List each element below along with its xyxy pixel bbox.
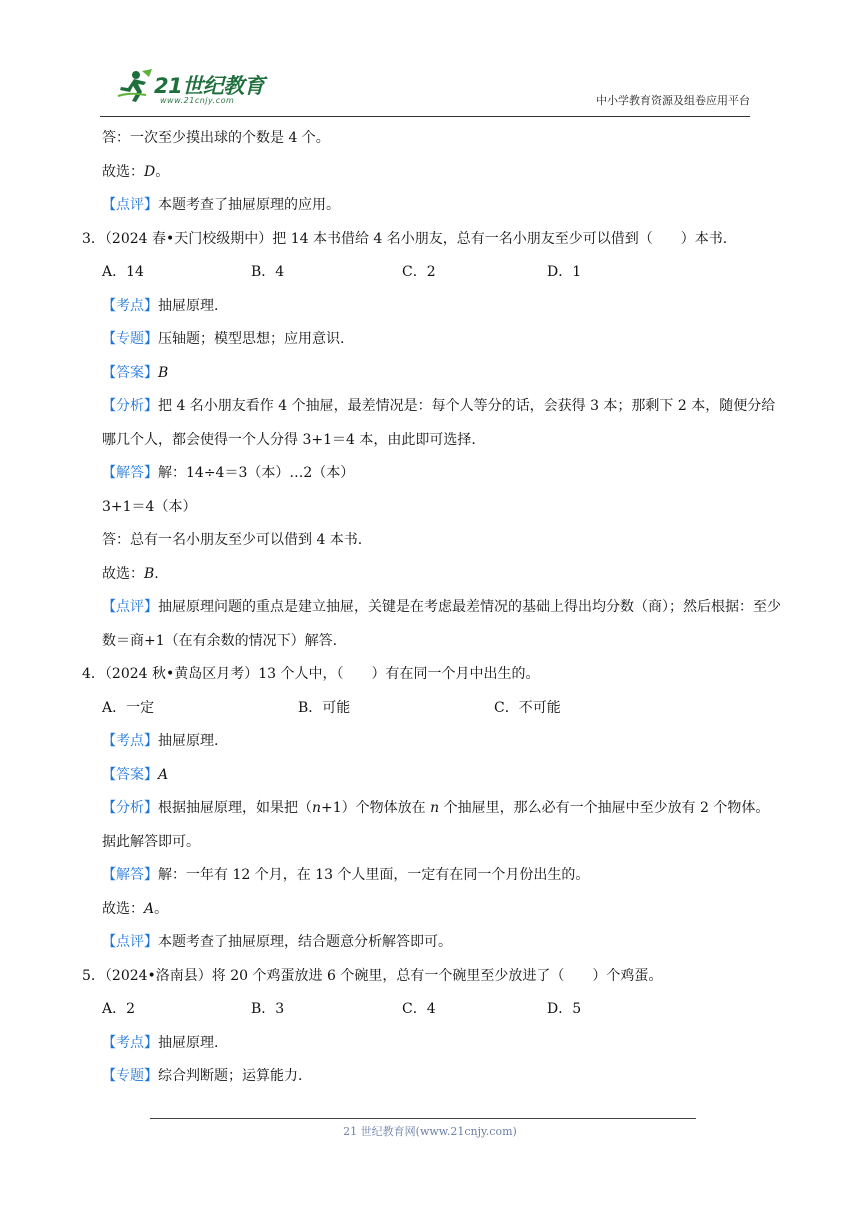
- q4-solution: 【解答】解：一年有 12 个月，在 13 个人里面，一定有在同一个月份出生的。: [102, 867, 590, 883]
- q3-stem: 3．（2024 春•天门校级期中）把 14 本书借给 4 名小朋友，总有一名小朋友至少可以借到（ ）本书.: [82, 230, 728, 247]
- q2-choose-value: D: [144, 163, 156, 180]
- q5-zhuanti: 【专题】综合判断题；运算能力.: [102, 1068, 303, 1084]
- q5-options: [82, 993, 782, 1027]
- footer-divider: [150, 1118, 696, 1119]
- site-logo: [116, 64, 266, 110]
- q3-answer: 【答案】B: [102, 364, 169, 381]
- q4-option-a: A．一定: [102, 699, 155, 716]
- q5-option-a: A．2: [102, 1001, 136, 1017]
- q5-kaodian: 【考点】抽屉原理.: [102, 1034, 219, 1051]
- platform-name: 中小学教育资源及组卷应用平台: [596, 94, 750, 107]
- q4-options: [82, 692, 782, 726]
- q3-solution: 【解答】解：14÷4＝3（本）…2（本）: [102, 465, 355, 481]
- q3-choose-line: 故选：B.: [102, 565, 159, 582]
- q4-option-c: C．不可能: [494, 699, 561, 716]
- q2-answer-line: 答：一次至少摸出球的个数是 4 个。: [102, 130, 330, 146]
- q5-option-c: C．4: [402, 1001, 436, 1017]
- q3-option-d: D．1: [547, 264, 582, 280]
- q4-stem: 4．（2024 秋•黄岛区月考）13 个人中，（ ）有在同一个月中出生的。: [82, 666, 540, 682]
- footer-text: 21 世纪教育网(www.21cnjy.com): [343, 1125, 517, 1138]
- q3-option-a: A．14: [102, 264, 144, 280]
- q4-answer: 【答案】A: [102, 766, 169, 783]
- review-tag: 【点评】: [102, 197, 158, 213]
- q5-option-b: B．3: [251, 1001, 285, 1017]
- header-divider: [100, 116, 750, 117]
- q4-option-b: B．可能: [298, 699, 351, 716]
- q3-kaodian: 【考点】抽屉原理.: [102, 297, 219, 314]
- document-body: [82, 122, 782, 1094]
- q2-review: 【点评】本题考查了抽屉原理的应用。: [102, 197, 340, 213]
- q2-choose-line: 故选：D。: [102, 163, 170, 180]
- page-header: [100, 54, 750, 120]
- q3-analysis: 【分析】把 4 名小朋友看作 4 个抽屉，最差情况是：每个人等分的话，会获得 3 本；那剩下 2 本，随便分给哪几个人，都会使得一个人分得 3+1＝4 本，由此即可选择.: [102, 398, 776, 448]
- logo-text: 21世纪教育: [154, 74, 265, 98]
- q4-review: 【点评】本题考查了抽屉原理，结合题意分析解答即可。: [102, 934, 452, 950]
- q4-choose-line: 故选：A。: [102, 900, 169, 917]
- q3-option-c: C．2: [402, 264, 436, 280]
- q3-option-b: B．4: [251, 264, 285, 280]
- q3-review: 【点评】抽屉原理问题的重点是建立抽屉，关键是在考虑最差情况的基础上得出均分数（商）；然后根据：至少数＝商+1（在有余数的情况下）解答.: [102, 599, 781, 649]
- runner-icon: [116, 68, 154, 104]
- q3-options: [82, 256, 782, 290]
- q5-stem: 5．（2024•洛南县）将 20 个鸡蛋放进 6 个碗里，总有一个碗里至少放进了（ ）个鸡蛋。: [82, 967, 663, 984]
- q4-kaodian: 【考点】抽屉原理.: [102, 733, 219, 749]
- q3-solution-line2: 3+1＝4（本）: [102, 498, 197, 515]
- logo-url: www.21cnjy.com: [160, 96, 235, 105]
- q3-answer-line: 答：总有一名小朋友至少可以借到 4 本书.: [102, 532, 363, 548]
- q5-option-d: D．5: [547, 1001, 582, 1017]
- q4-analysis: 【分析】根据抽屉原理，如果把（n+1）个物体放在 n 个抽屉里，那么必有一个抽屉中至少放有 2 个物体。据此解答即可。: [102, 800, 770, 850]
- q3-zhuanti: 【专题】压轴题；模型思想；应用意识.: [102, 331, 345, 347]
